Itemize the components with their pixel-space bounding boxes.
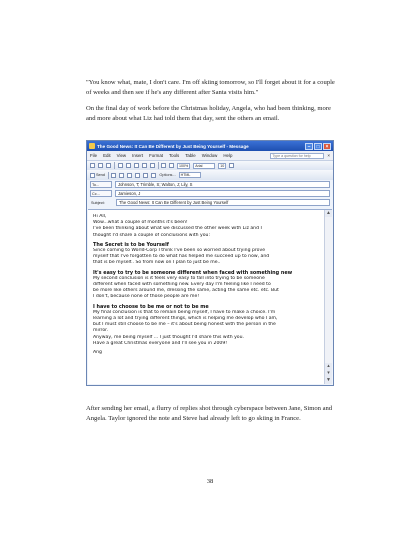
next-page-icon[interactable]: ▾ [325,370,332,377]
table-icon[interactable] [161,163,166,168]
email-line: My final conclusion is that to remain being myself, I have to make a choice. I'm [93,309,276,315]
zoom-select[interactable]: 100% [179,163,189,168]
menu-help[interactable]: Help [223,153,233,158]
email-line: Wow...what a couple of months it's been! [93,220,188,226]
paragraph-intro-quote: "You know what, mate, I don't care. I'm off skiing tomorrow, so I'll forget about it for a couple of weeks and then see if he's any different after Santa visits him." [86,79,335,96]
menu-table[interactable]: Table [185,153,196,158]
copy-icon[interactable] [142,163,147,168]
font-size-select[interactable]: 10 [220,163,225,168]
email-body-editor[interactable] [88,209,332,384]
scroll-down-icon[interactable]: ▼ [326,377,331,383]
send-label: Send [96,173,105,177]
menu-view[interactable]: View [116,153,127,158]
vertical-scrollbar[interactable] [324,210,332,384]
address-book-icon[interactable] [111,173,116,178]
menu-bar [87,151,333,160]
email-body-text [93,214,322,356]
save-icon[interactable] [106,163,111,168]
check-names-icon[interactable] [119,173,124,178]
standard-toolbar [87,160,333,170]
email-toolbar [87,170,333,180]
menu-window[interactable]: Window [201,153,218,158]
importance-low-icon[interactable] [143,173,148,178]
email-section-heading: It's easy to try to be someone different when faced with something new [93,269,293,276]
menu-insert[interactable]: Insert [132,153,144,158]
subject-field[interactable]: The Good News: It Can Be Different by Just Being Yourself [116,199,330,206]
cc-row [87,189,333,198]
format-select[interactable]: HTML [179,172,201,178]
email-line: My second conclusion is it feels very easy to fall into trying to be someone [93,275,265,281]
new-icon[interactable] [90,163,95,168]
message-icon [89,143,95,149]
options-button[interactable]: Options... [159,173,176,177]
send-button[interactable] [90,173,105,178]
email-section-heading: I have to choose to be me or not to be me [93,303,209,310]
flag-icon[interactable] [151,173,156,178]
email-line: thought I'd share a couple of conclusions with you: [93,232,211,238]
bold-icon[interactable] [229,163,234,168]
email-greeting: Hi All, [93,214,107,219]
minimize-button[interactable]: – [305,143,313,150]
spell-check-icon[interactable] [126,163,131,168]
email-window [86,140,334,386]
attach-icon[interactable] [127,173,132,178]
maximize-button[interactable]: □ [314,143,322,150]
email-line: Have a great Christmas everyone and I'll see you in 2009! [93,340,228,346]
menu-edit[interactable]: Edit [103,153,111,158]
close-document-icon[interactable]: × [327,153,330,158]
scroll-up-icon[interactable]: ▲ [326,210,331,216]
open-icon[interactable] [98,163,103,168]
page-number: 38 [206,478,214,485]
to-button[interactable]: To... [90,181,112,188]
email-line: be more like others around me, dressing the same, acting the same etc. etc. But [93,288,279,294]
email-line: different when faced with something new. Every day I'm feeling like I need to [93,282,271,288]
email-line: but I must still choose to be me – it's about being honest with the person in the [93,322,276,328]
email-line: myself that I've forgotten to do what has helped me succeed up to now, and [93,254,270,260]
paragraph-final-day: On the final day of work before the Christmas holiday, Angela, who had been thinking, more and more about what Liz had told them that day, sent the others an email. [86,105,331,122]
window-title: The Good News: It Can Be Different by Just Being Yourself - Message [97,143,249,149]
email-line: mirror. [93,328,109,334]
email-line: that is be myself.. So from now on I plan to just be me.. [93,260,221,266]
email-line: Anyway, me being myself ... I just thought I'd share this with you. [93,334,244,340]
cut-icon[interactable] [134,163,139,168]
cc-field[interactable]: Jamieson, J [115,190,330,197]
cc-button[interactable]: Cc... [90,190,112,197]
window-titlebar [87,141,333,151]
importance-high-icon[interactable] [135,173,140,178]
previous-page-icon[interactable]: ▴ [325,363,332,370]
menu-file[interactable]: File [90,153,98,158]
subject-row [87,198,333,207]
menu-format[interactable]: Format [149,153,163,158]
paste-icon[interactable] [150,163,155,168]
email-line: learning a lot and trying different things, which is helping me develop who I am, [93,316,278,322]
menu-tools[interactable]: Tools [168,153,180,158]
paragraph-after-email: After sending her email, a flurry of replies shot through cyberspace between Jane, Simon and Angela. Taylor ignored the note and Steve had already left to go skiing in France. [86,405,333,422]
email-line: I don't, because none of those people are me! [93,294,200,300]
email-line: Since coming to World-Corp I think I've been so worried about trying prove [93,248,266,254]
send-icon [90,173,95,178]
subject-label: Subject: [91,200,105,205]
font-name-select[interactable]: Arial [193,163,215,169]
close-button[interactable]: × [323,143,331,150]
email-section-heading: The Secret is to be Yourself [93,241,169,248]
print-icon[interactable] [118,163,123,168]
to-row [87,180,333,189]
email-line: I've been thinking about what we discussed the other week with Liz and I [93,226,262,232]
email-signoff: Ang [93,350,102,356]
to-field[interactable]: Johnson, T; Trimble, S; Walton, J; Lily, S [115,181,330,188]
help-search-input[interactable] [270,153,324,159]
columns-icon[interactable] [169,163,174,168]
